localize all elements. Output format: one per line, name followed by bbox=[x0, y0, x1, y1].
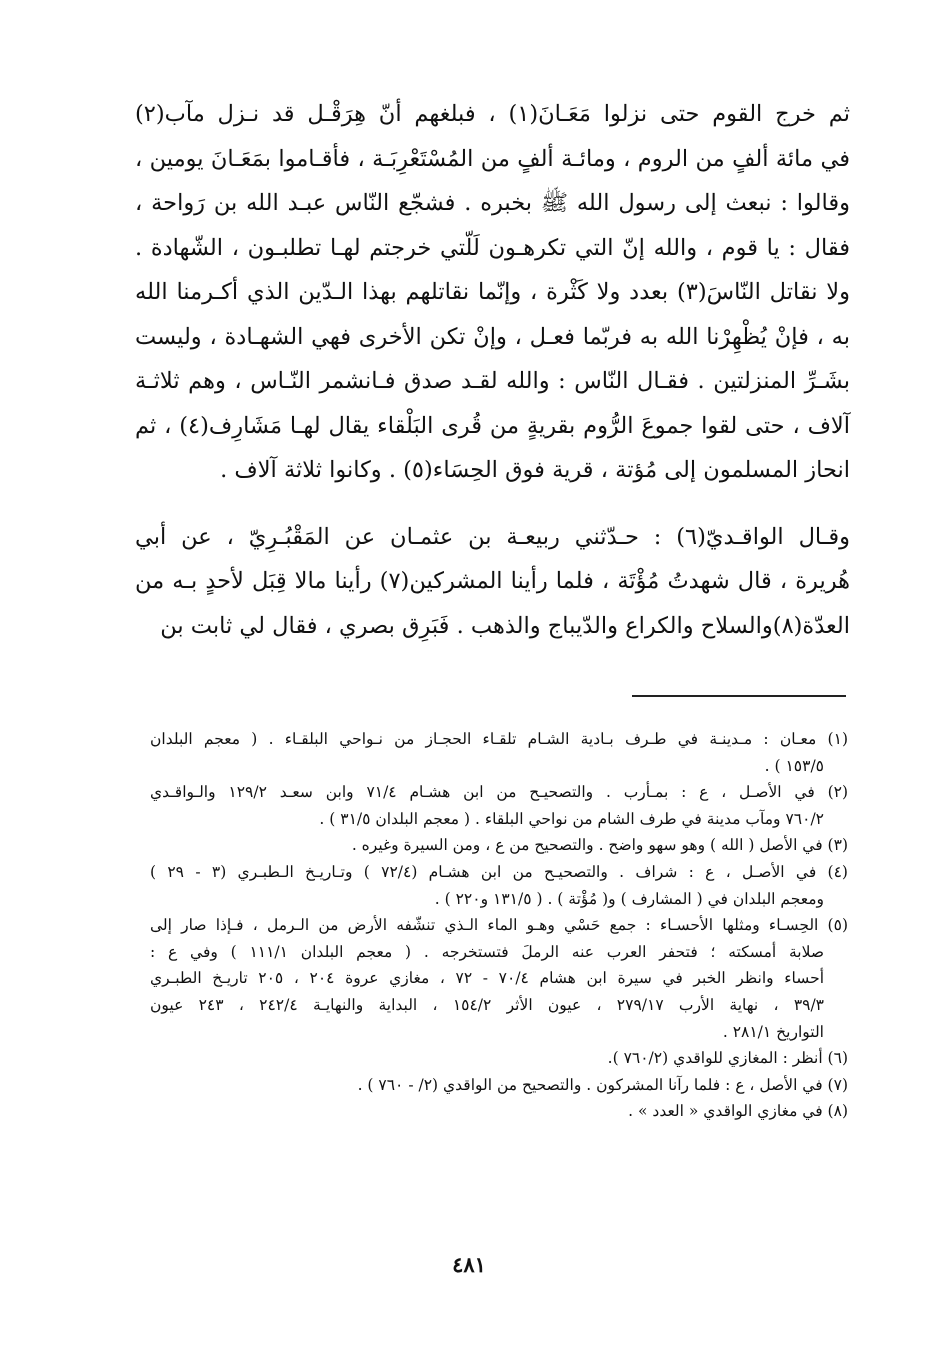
footnote-separator bbox=[632, 695, 846, 697]
footnote-line: (٥) الحِسـاء ومثلها الأحسـاء : جمع حَسْي وهـو الماء الـذي تنشّفه الأرض من الـرمل ، فـإذا صار إلى bbox=[150, 916, 848, 935]
footnote-line: ٣٩/٣ ، نهاية الأرب ٢٧٩/١٧ ، عيون الأثر ١٥٤/٢ ، البداية والنهايـة ٢٤٢/٤ ، ٢٤٣ عيون bbox=[150, 995, 825, 1014]
text-line: بشَـرِّ المنزلتين . فقـال النّاس : والله لقـد صدق فـانشمر النّـاس ، وهم ثلاثـة bbox=[135, 368, 850, 394]
paragraph-1 bbox=[135, 92, 850, 493]
paragraph-2 bbox=[135, 515, 850, 649]
text-line: ولا نقاتل النّاسَ(٣) بعدد ولا كَثْرة ، وإنّما نقاتلهم بهذا الـدّين الذي أكـرمنا الله bbox=[135, 279, 851, 305]
text-line: وقـال الواقـديّ(٦) : حـدّثني ربيعـة بن عثمـان عن المَقْبُـرِيّ ، عن أبي bbox=[135, 523, 850, 550]
footnote-line: ١٥٣/٥ ) . bbox=[764, 756, 824, 775]
footnote-line: (٧) في الأصل ، ع : فلما رآنا المشركون . والتصحيح من الواقدي (٢/ - ٧٦٠ ) . bbox=[357, 1075, 848, 1094]
footnote bbox=[150, 1045, 848, 1072]
footnote-line: (١) معـان : مـدينـة في طـرف بـادية الشـام تلقـاء الحجـاز من نـواحي البلقـاء . ( معجم البلدان bbox=[150, 730, 848, 748]
text-line: فقال : يا قوم ، والله إنّ التي تكرهـون لَلّتي خرجتم لهـا تطلبـون ، الشّهادة . bbox=[135, 234, 850, 261]
footnote bbox=[150, 1098, 848, 1125]
text-line: في مائة ألفٍ من الروم ، ومائـة ألفٍ من المُسْتَعْرِبَـة ، فأقـاموا بمَعَـانَ يومين ، bbox=[135, 145, 850, 172]
footnote-line: (٢) في الأصـل ، ع : بمـأرب . والتصحيـح من ابن هشـام ٧١/٤ وابن سعـد ١٢٩/٢ والـواقـدي bbox=[150, 783, 849, 802]
text-line: وقالوا : نبعث إلى رسول الله ﷺ بخبره . فشجّع النّاس عبـد الله بن رَواحة ، bbox=[135, 190, 850, 216]
footnote-line: ٧٦٠/٢ ومآب مدينة في طرف الشام من نواحي البلقاء . ( معجم البلدان ٣١/٥ ) . bbox=[319, 809, 824, 828]
footnote-line: صلابة أمسكته ؛ فتحفر العرب عنه الرملَ فتستخرجه . ( معجم البلدان ١١١/١ ) وفي ع : bbox=[150, 942, 824, 961]
footnote-line: (٦) أنظر : المغازي للواقدي (٧٦٠/٢ ). bbox=[607, 1049, 848, 1068]
footnote bbox=[150, 859, 848, 912]
footnote-line: أحساء وانظر الخبر في سيرة ابن هشام ٧٠/٤ - ٧٢ ، مغازي عروة ٢٠٤ ، ٢٠٥ تاريـخ الطبـري bbox=[150, 969, 824, 988]
footnote-line: (٨) في مغازي الواقدي « العدد » . bbox=[628, 1102, 848, 1121]
footnote-line: (٤) في الأصـل ، ع : شراف . والتصحيـح من ابن هشـام (٧٢/٤ ) وتـاريـخ الـطبـري (٣ - ٢٩ ) bbox=[150, 862, 848, 881]
footnote bbox=[150, 779, 848, 832]
text-line: آلاف ، حتى لقوا جموعَ الرُّوم بقريةٍ من قُرى البَلْقاء يقال لهـا مَشَارِف(٤) ، ثم bbox=[135, 412, 850, 439]
footnote bbox=[150, 1072, 848, 1099]
footnote-line: ومعجم البلدان في ( المشارف ) و( مُؤْتة ) . ( ١٣١/٥ و٢٢٠ ) . bbox=[434, 889, 824, 908]
footnote bbox=[150, 912, 848, 1045]
footnotes bbox=[150, 726, 848, 1125]
text-line: به ، فإنْ يُظْهِرْنا الله به فربّما فعـل ، وإنْ تكن الأخرى فهي الشهـادة ، وليست bbox=[135, 323, 850, 350]
text-line: انحاز المسلمون إلى مُؤتة ، قرية فوق الحِسَاء(٥) . وكانوا ثلاثة آلاف . bbox=[220, 457, 850, 483]
footnote-line: التواريخ ٢٨١/١ . bbox=[722, 1022, 824, 1041]
main-text bbox=[135, 92, 850, 648]
footnote-line: (٣) في الأصل ( الله ) وهو سهو واضح . والتصحيح من ع ، ومن السيرة وغيره . bbox=[351, 836, 848, 855]
text-line: العدّة(٨)والسلاح والكراع والدّيباج والذهب . فَبَرِق بصري ، فقال لي ثابت بن bbox=[160, 612, 850, 639]
page-number: ٤٨١ bbox=[452, 1252, 486, 1277]
footnote bbox=[150, 726, 848, 779]
text-line: ثم خرج القوم حتى نزلوا مَعَـانَ(١) ، فبلغهم أنّ هِرَقْـل قد نـزل مآب(٢) bbox=[135, 101, 850, 127]
footnote bbox=[150, 832, 848, 859]
text-line: هُريرة ، قال شهدتُ مُؤْتَة ، فلما رأينا المشركين(٧) رأينا مالا قِبَل لأحدٍ بـه من bbox=[135, 568, 850, 594]
